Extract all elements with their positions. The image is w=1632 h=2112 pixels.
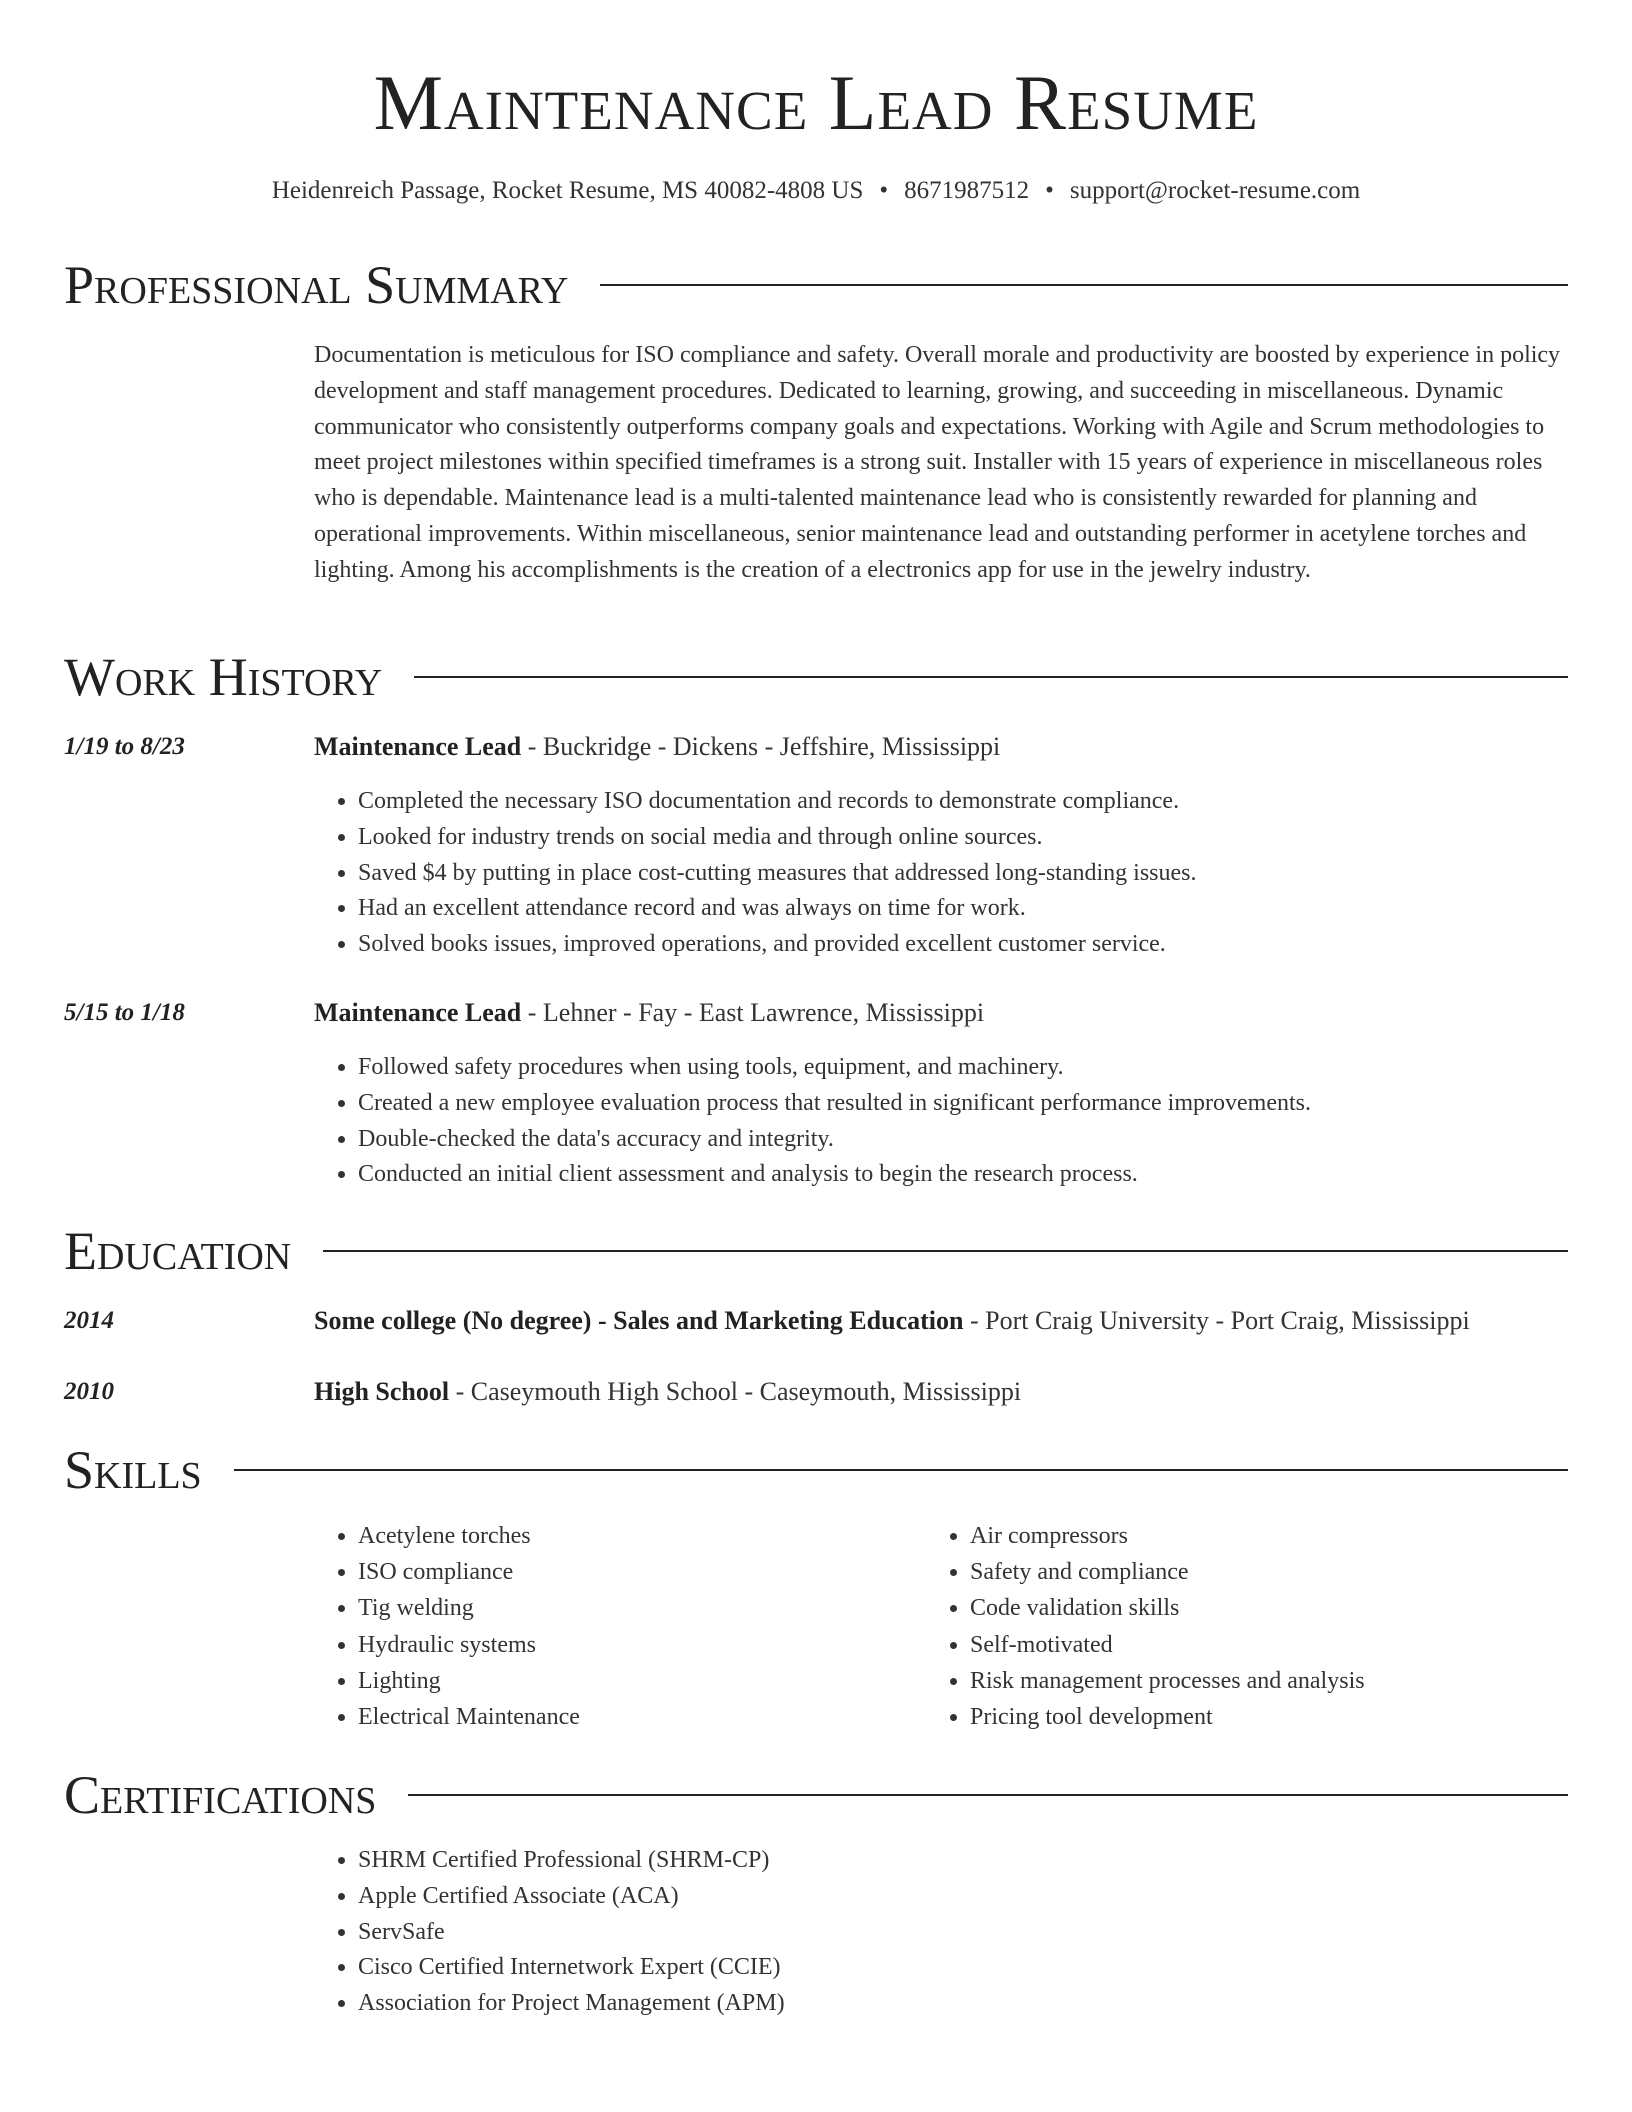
contact-separator: • [1045, 177, 1054, 204]
skills-list-right [926, 1518, 1570, 1735]
certifications-list [314, 1843, 1608, 2022]
skill-item: • Hydraulic systems [358, 1627, 958, 1663]
education-year: 2014 [64, 1307, 114, 1334]
contact-separator: • [879, 177, 889, 204]
skill-item: • ISO compliance [358, 1554, 958, 1590]
section-heading-education [64, 1216, 1568, 1286]
education-heading [314, 1304, 1568, 1338]
skill-item: • Safety and compliance [970, 1554, 1570, 1590]
section-title: Certifications [64, 1765, 377, 1825]
job-heading [314, 996, 1568, 1030]
skill-item: • Tig welding [358, 1590, 958, 1626]
certification-item: • ServSafe [358, 1915, 1608, 1951]
education-details: - Port Craig University - Port Craig, Mississippi [963, 1306, 1470, 1335]
section-heading-work-history [64, 642, 1568, 712]
contact-phone: 8671987512 [904, 177, 1030, 204]
section-title: Skills [64, 1440, 202, 1500]
list-item: • Created a new employee evaluation process that resulted in significant performance improvements. [358, 1086, 1608, 1122]
job-title: Maintenance Lead [314, 732, 522, 761]
certification-item: • Association for Project Management (APM) [358, 1986, 1608, 2022]
job-details: - Lehner - Fay - East Lawrence, Mississippi [521, 998, 985, 1027]
section-divider [408, 1794, 1568, 1796]
section-heading-skills [64, 1435, 1568, 1505]
skill-item: • Air compressors [970, 1518, 1570, 1554]
contact-line [0, 174, 1632, 208]
list-item: • Conducted an initial client assessment and analysis to begin the research process. [358, 1157, 1608, 1193]
skill-item: • Electrical Maintenance [358, 1699, 958, 1735]
skill-item: • Self-motivated [970, 1627, 1570, 1663]
list-item: • Double-checked the data's accuracy and integrity. [358, 1122, 1608, 1158]
list-item: • Completed the necessary ISO documentation and records to demonstrate compliance. [358, 784, 1608, 820]
list-item: • Followed safety procedures when using tools, equipment, and machinery. [358, 1050, 1608, 1086]
certification-item: • Apple Certified Associate (ACA) [358, 1879, 1608, 1915]
section-title: Professional Summary [64, 255, 569, 315]
section-title: Education [64, 1221, 292, 1281]
education-degree: High School [314, 1377, 450, 1406]
section-divider [234, 1469, 1568, 1471]
section-divider [323, 1250, 1568, 1252]
job-bullets [314, 1050, 1608, 1193]
education-heading [314, 1375, 1568, 1409]
list-item: • Looked for industry trends on social media and through online sources. [358, 820, 1608, 856]
education-degree: Some college (No degree) - Sales and Marketing Education [314, 1306, 964, 1335]
skill-item: • Lighting [358, 1663, 958, 1699]
education-details: - Caseymouth High School - Caseymouth, Mississippi [449, 1377, 1022, 1406]
section-heading-certifications [64, 1760, 1568, 1830]
skill-item: • Code validation skills [970, 1590, 1570, 1626]
section-divider [600, 284, 1568, 286]
list-item: • Solved books issues, improved operations, and provided excellent customer service. [358, 927, 1608, 963]
resume-name: Maintenance Lead Resume [373, 59, 1259, 146]
contact-email: support@rocket-resume.com [1069, 177, 1361, 204]
education-year: 2010 [64, 1378, 114, 1405]
certification-item: • SHRM Certified Professional (SHRM-CP) [358, 1843, 1608, 1879]
list-item: • Had an excellent attendance record and was always on time for work. [358, 891, 1608, 927]
job-heading [314, 730, 1568, 764]
contact-address: Heidenreich Passage, Rocket Resume, MS 40082-4808 US [271, 177, 864, 204]
list-item: • Saved $4 by putting in place cost-cutting measures that addressed long-standing issues. [358, 856, 1608, 892]
skill-item: • Acetylene torches [358, 1518, 958, 1554]
job-dates: 1/19 to 8/23 [64, 733, 185, 760]
section-title: Work History [64, 647, 383, 707]
certification-item: • Cisco Certified Internetwork Expert (CCIE) [358, 1950, 1608, 1986]
section-divider [414, 676, 1568, 678]
skill-item: • Pricing tool development [970, 1699, 1570, 1735]
summary-text: Documentation is meticulous for ISO compliance and safety. Overall morale and productivity are boosted by experience in policy development and staff management procedures. Dedicated to learning, growing, and succeeding in miscellaneous. Dynamic communicator who consistently outperforms company goals and expectations. Working with Agile and Scrum methodologies to meet project milestones within specified timeframes is a strong suit. Installer with 15 years of experience in miscellaneous roles who is dependable. Maintenance lead is a multi-talented maintenance lead who is consistently rewarded for planning and operational improvements. Within miscellaneous, senior maintenance lead and outstanding performer in acetylene torches and lighting. Among his accomplishments is the creation of a electronics app for use in the jewelry industry. [314, 342, 1561, 583]
job-title: Maintenance Lead [314, 998, 522, 1027]
section-heading-summary [64, 250, 1568, 320]
skills-list-left [314, 1518, 958, 1735]
job-details: - Buckridge - Dickens - Jeffshire, Mississippi [521, 732, 1001, 761]
skill-item: • Risk management processes and analysis [970, 1663, 1570, 1699]
job-bullets [314, 784, 1608, 963]
job-dates: 5/15 to 1/18 [64, 999, 185, 1026]
